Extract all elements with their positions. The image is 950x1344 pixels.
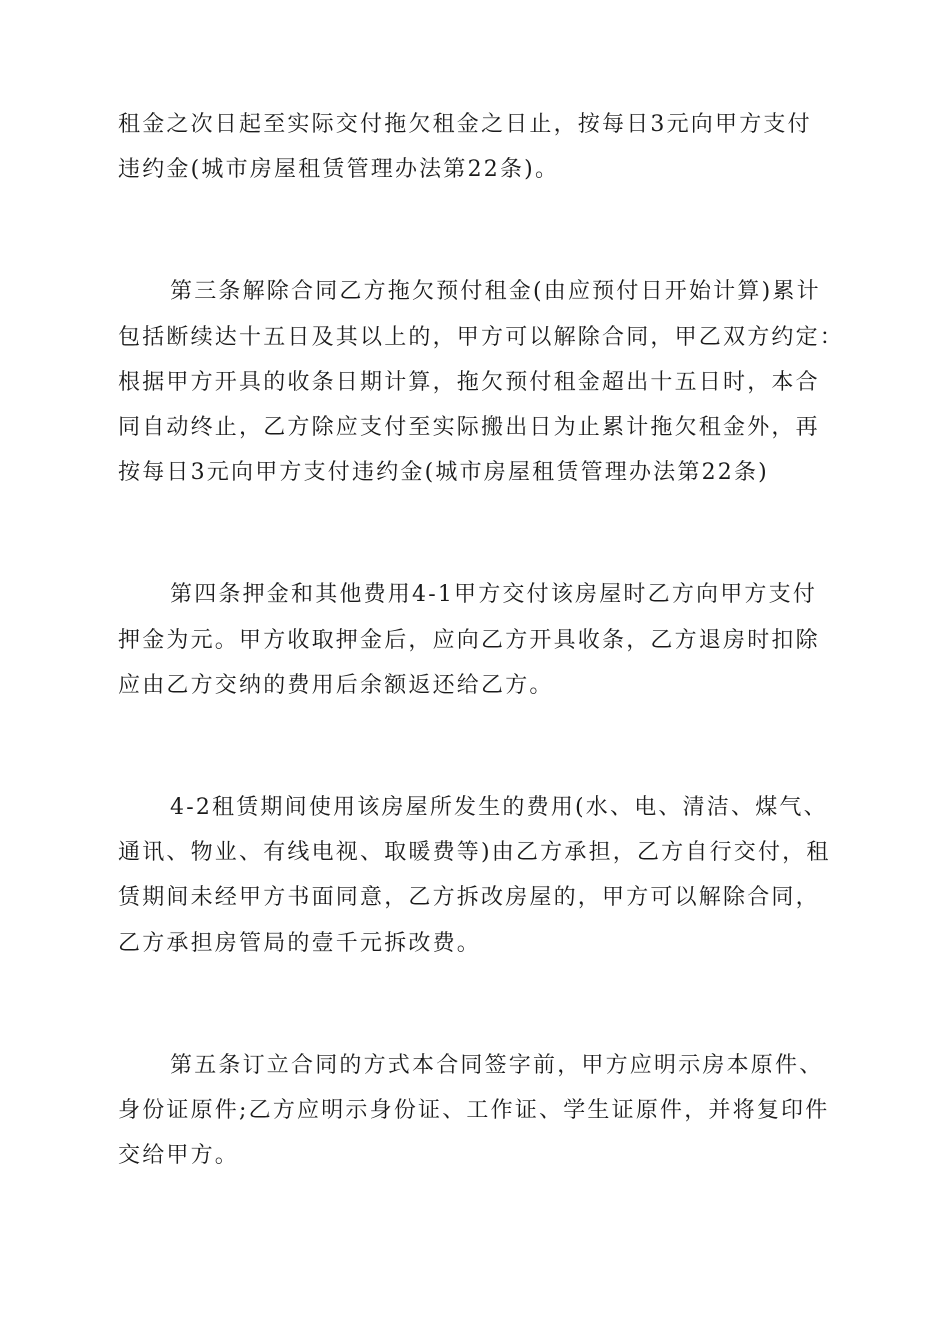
text-line: 同自动终止，乙方除应支付至实际搬出日为止累计拖欠租金外，再 (118, 415, 820, 441)
paragraph-article-5 (118, 1043, 834, 1179)
text-line: 第三条解除合同乙方拖欠预付租金(由应预付日开始计算)累计 (170, 279, 821, 305)
text-line: 押金为元。甲方收取押金后，应向乙方开具收条，乙方退房时扣除 (118, 627, 820, 653)
text-line: 违约金(城市房屋租赁管理办法第22条)。 (118, 157, 560, 183)
document-page (118, 102, 845, 1255)
paragraph-article-3 (118, 269, 845, 495)
paragraph-penalty-continuation (118, 102, 834, 192)
paragraph-article-4 (118, 572, 834, 708)
text-line: 租金之次日起至实际交付拖欠租金之日止，按每日3元向甲方支付 (118, 112, 812, 137)
text-line: 第五条订立合同的方式本合同签字前，甲方应明示房本原件、 (170, 1052, 824, 1078)
text-line: 按每日3元向甲方支付违约金(城市房屋租赁管理办法第22条) (118, 460, 769, 486)
text-line: 根据甲方开具的收条日期计算，拖欠预付租金超出十五日时，本合 (118, 369, 820, 395)
text-line: 通讯、物业、有线电视、取暖费等)由乙方承担，乙方自行交付，租 (118, 840, 831, 866)
text-line: 身份证原件;乙方应明示身份证、工作证、学生证原件，并将复印件 (118, 1098, 830, 1124)
text-line: 赁期间未经甲方书面同意，乙方拆改房屋的，甲方可以解除合同， (118, 885, 820, 911)
text-line: 乙方承担房管局的壹千元拆改费。 (118, 930, 482, 956)
text-line: 应由乙方交纳的费用后余额返还给乙方。 (118, 672, 554, 698)
text-line: 第四条押金和其他费用4-1甲方交付该房屋时乙方向甲方支付 (170, 582, 818, 608)
text-line: 交给甲方。 (118, 1143, 240, 1169)
text-line: 4-2租赁期间使用该房屋所发生的费用(水、电、清洁、煤气、 (170, 795, 828, 821)
paragraph-article-4-2 (118, 785, 834, 966)
text-line: 包括断续达十五日及其以上的，甲方可以解除合同，甲乙双方约定： (118, 324, 845, 350)
